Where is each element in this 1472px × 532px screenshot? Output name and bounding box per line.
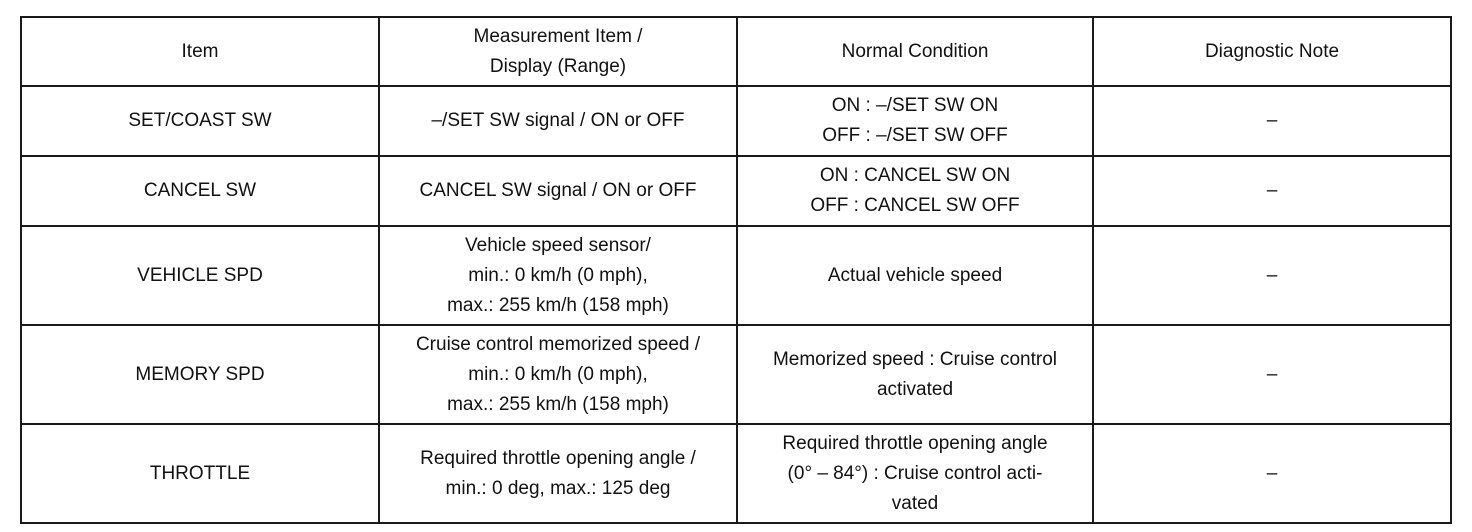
cell-text: CANCEL SW	[143, 180, 257, 201]
diagnostic-table	[20, 16, 1452, 524]
cell-text: Required throttle opening angle	[782, 432, 1048, 454]
header-measurement-line-1: Measurement Item /	[473, 25, 643, 47]
cell-diagnostic-note	[1093, 156, 1451, 226]
cell-text: THROTTLE	[149, 462, 251, 484]
cell-normal-condition	[737, 86, 1093, 156]
cell-normal-condition	[737, 325, 1093, 424]
header-item	[21, 17, 379, 86]
table-row	[21, 424, 1451, 523]
cell-text: activated	[876, 378, 954, 400]
header-row	[21, 17, 1451, 86]
cell-text: –	[1266, 264, 1278, 286]
cell-item	[21, 86, 379, 156]
cell-text: OFF : CANCEL SW OFF	[810, 195, 1020, 216]
cell-text: (0° – 84°) : Cruise control acti-	[787, 462, 1043, 484]
cell-text: ON : CANCEL SW ON	[819, 165, 1011, 186]
cell-normal-condition	[737, 226, 1093, 325]
cell-text: Cruise control memorized speed /	[415, 333, 701, 355]
cell-text: –	[1266, 363, 1278, 385]
table-row	[21, 156, 1451, 226]
table-row	[21, 325, 1451, 424]
header-diagnostic-note	[1093, 17, 1451, 86]
cell-text: Vehicle speed sensor/	[465, 234, 651, 256]
cell-item	[21, 226, 379, 325]
cell-measurement	[379, 325, 737, 424]
cell-text: Required throttle opening angle /	[420, 447, 696, 469]
header-item-text: Item	[181, 40, 219, 62]
cell-item	[21, 156, 379, 226]
cell-text: max.: 255 km/h (158 mph)	[447, 294, 669, 316]
table-row	[21, 86, 1451, 156]
header-measurement	[379, 17, 737, 86]
cell-text: max.: 255 km/h (158 mph)	[447, 393, 669, 415]
cell-text: min.: 0 deg, max.: 125 deg	[445, 477, 671, 499]
cell-measurement	[379, 86, 737, 156]
cell-text: SET/COAST SW	[128, 110, 272, 131]
cell-text: OFF : –/SET SW OFF	[822, 125, 1008, 146]
header-normal-condition	[737, 17, 1093, 86]
header-measurement-line-2: Display (Range)	[489, 55, 627, 77]
cell-text: –	[1266, 180, 1278, 201]
cell-diagnostic-note	[1093, 424, 1451, 523]
cell-text: Memorized speed : Cruise control	[772, 348, 1058, 370]
cell-diagnostic-note	[1093, 86, 1451, 156]
cell-normal-condition	[737, 156, 1093, 226]
cell-text: vated	[891, 492, 939, 514]
cell-text: min.: 0 km/h (0 mph),	[468, 264, 648, 286]
cell-text: –	[1266, 462, 1278, 484]
cell-diagnostic-note	[1093, 325, 1451, 424]
cell-text: VEHICLE SPD	[137, 264, 263, 286]
cell-diagnostic-note	[1093, 226, 1451, 325]
cell-text: MEMORY SPD	[135, 363, 265, 385]
cell-measurement	[379, 226, 737, 325]
table-row	[21, 226, 1451, 325]
header-normal-condition-text: Normal Condition	[841, 40, 989, 62]
cell-text: ON : –/SET SW ON	[831, 95, 999, 116]
cell-measurement	[379, 156, 737, 226]
cell-text: –	[1266, 110, 1278, 131]
cell-normal-condition	[737, 424, 1093, 523]
cell-text: min.: 0 km/h (0 mph),	[468, 363, 648, 385]
cell-measurement	[379, 424, 737, 523]
diagnostic-table-container	[20, 16, 1452, 524]
cell-item	[21, 424, 379, 523]
cell-text: CANCEL SW signal / ON or OFF	[419, 180, 697, 201]
cell-text: –/SET SW signal / ON or OFF	[431, 110, 685, 131]
cell-text: Actual vehicle speed	[827, 264, 1003, 286]
header-diagnostic-note-text: Diagnostic Note	[1204, 40, 1340, 62]
cell-item	[21, 325, 379, 424]
